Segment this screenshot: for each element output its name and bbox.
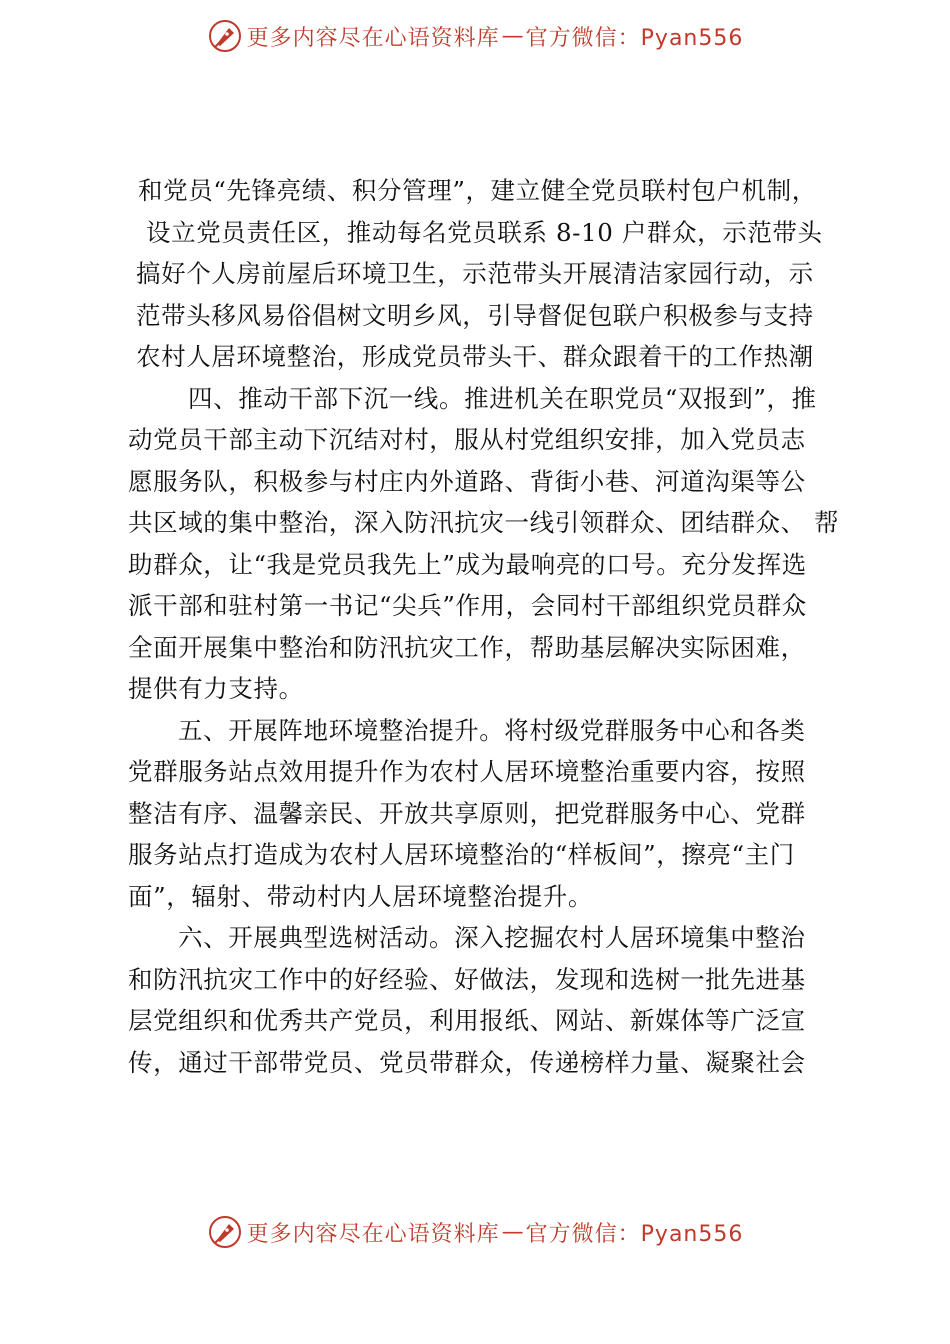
text-line: 动党员干部主动下沉结对村，服从村党组织安排，加入党员志 bbox=[128, 425, 806, 454]
text-line: 四、推动干部下沉一线。推进机关在职党员“双报到”，推 bbox=[188, 383, 817, 413]
pen-nib-icon bbox=[207, 1214, 243, 1250]
text-line: 六、开展典型选树活动。深入挖掘农村人居环境集中整治 bbox=[178, 923, 806, 952]
text-line: 共区域的集中整治，深入防汛抗灾一线引领群众、团结群众、 帮 bbox=[128, 508, 840, 537]
footer-brand: 更多内容尽在心语资料库 bbox=[246, 1221, 500, 1247]
document-body bbox=[128, 170, 840, 1083]
text-line: 搞好个人房前屋后环境卫生，示范带头开展清洁家园行动，示 bbox=[136, 259, 814, 288]
text-line: 和党员“先锋亮绩、积分管理”，建立健全党员联村包户机制， bbox=[138, 176, 817, 205]
text-line: 层党组织和优秀共产党员，利用报纸、网站、新媒体等广泛宣 bbox=[128, 1006, 806, 1035]
footer-separator: — bbox=[501, 1219, 524, 1245]
text-line: 传，通过干部带党员、党员带群众，传递榜样力量、凝聚社会 bbox=[128, 1047, 806, 1077]
text-line: 党群服务站点效用提升作为农村人居环境整治重要内容，按照 bbox=[128, 757, 806, 786]
text-line: 五、开展阵地环境整治提升。将村级党群服务中心和各类 bbox=[178, 715, 806, 745]
footer-banner bbox=[0, 1212, 950, 1252]
footer-wechat: 官方微信：Pyan556 bbox=[525, 1221, 744, 1247]
text-line: 服务站点打造成为农村人居环境整治的“样板间”，擦亮“主门 bbox=[128, 840, 795, 869]
header-separator: — bbox=[501, 23, 524, 49]
text-line: 整洁有序、温馨亲民、开放共享原则，把党群服务中心、党群 bbox=[128, 798, 806, 828]
text-line: 范带头移风易俗倡树文明乡风，引导督促包联户积极参与支持 bbox=[136, 300, 814, 330]
header-wechat: 官方微信：Pyan556 bbox=[525, 25, 744, 51]
pen-nib-icon bbox=[207, 18, 243, 54]
header-brand: 更多内容尽在心语资料库 bbox=[246, 25, 500, 51]
text-line: 全面开展集中整治和防汛抗灾工作，帮助基层解决实际困难， bbox=[128, 632, 806, 662]
text-line: 农村人居环境整治，形成党员带头干、群众跟着干的工作热潮 bbox=[136, 342, 814, 371]
text-line: 设立党员责任区，推动每名党员联系 8-10 户群众，示范带头 bbox=[146, 217, 823, 247]
text-line: 派干部和驻村第一书记“尖兵”作用，会同村干部组织党员群众 bbox=[128, 591, 807, 620]
text-line: 愿服务队，积极参与村庄内外道路、背街小巷、河道沟渠等公 bbox=[128, 466, 806, 496]
text-line: 面”，辐射、带动村内人居环境整治提升。 bbox=[128, 881, 593, 911]
text-line: 和防汛抗灾工作中的好经验、好做法，发现和选树一批先进基 bbox=[128, 964, 806, 994]
text-line: 助群众，让“我是党员我先上”成为最响亮的口号。充分发挥选 bbox=[128, 549, 807, 579]
text-line: 提供有力支持。 bbox=[128, 674, 304, 703]
header-banner bbox=[0, 16, 950, 56]
